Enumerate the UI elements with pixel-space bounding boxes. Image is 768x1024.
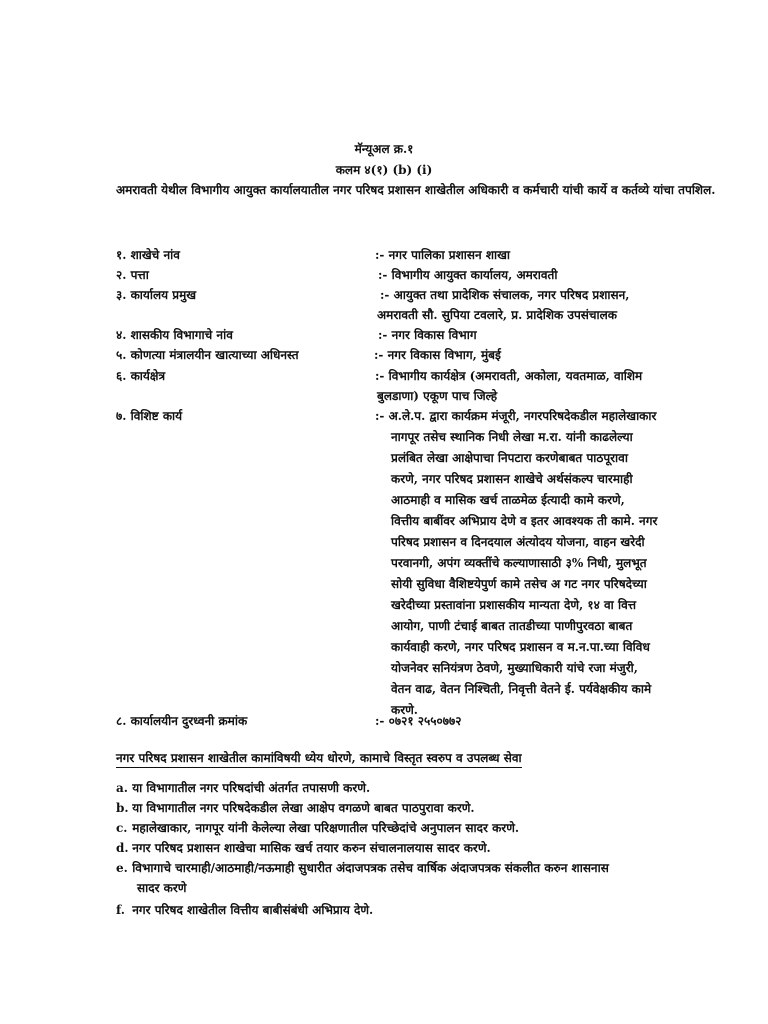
row-value-continuation: कार्यवाही करणे, नगर परिषद प्रशासन व म.न.पा.च्या विविध — [391, 640, 650, 654]
row-value: :- अ.ले.प. द्वारा कार्यक्रम मंजूरी, नगरपरिषदेकडील महालेखाकार — [375, 409, 657, 423]
row-label: ४. शासकीय विभागाचे नांव — [116, 328, 233, 342]
row-value-continuation: प्रलंबित लेखा आक्षेपाचा निपटारा करणेबाबत पाठपूरावा — [391, 451, 628, 465]
row-value-continuation: खरेदीच्या प्रस्तावांना प्रशासकीय मान्यता देणे, १४ वा वित्त — [391, 598, 637, 612]
row-value: :- आयुक्त तथा प्रादेशिक संचालक, नगर परिषद प्रशासन, — [380, 288, 630, 302]
list-item: f. नगर परिषद शाखेतील वित्तीय बाबीसंबंधी अभिप्राय देणे. — [116, 903, 374, 917]
row-value: :- विभागीय आयुक्त कार्यालय, अमरावती — [378, 268, 558, 282]
row-value-continuation: वित्तीय बाबींवर अभिप्राय देणे व इतर आवश्यक ती कामे. नगर — [391, 514, 658, 528]
row-value: :- नगर विकास विभाग, मुंबई — [374, 348, 501, 362]
section-reference: कलम ४(१) (b) (i) — [335, 163, 433, 177]
row-value-continuation: सोयी सुविधा वैशिष्टयेपुर्ण कामे तसेच अ गट नगर परिषदेच्या — [391, 577, 647, 591]
row-value-continuation: करणे, नगर परिषद प्रशासन शाखेचे अर्थसंकल्प चारमाही — [391, 472, 633, 486]
list-item-continuation: सादर करणे — [137, 881, 187, 895]
row-value-continuation: आयोग, पाणी टंचाई बाबत तातडीच्या पाणीपुरवठा बाबत — [391, 619, 633, 633]
row-value: :- नगर पालिका प्रशासन शाखा — [375, 248, 511, 262]
row-label: ३. कार्यालय प्रमुख — [116, 288, 197, 302]
row-label: २. पत्ता — [116, 268, 149, 282]
section-title: नगर परिषद प्रशासन शाखेतील कामांविषयी ध्येय धोरणे, कामाचे विस्तृत स्वरुप व उपलब्ध सेवा — [116, 749, 522, 768]
row-value-continuation: नागपूर तसेच स्थानिक निधी लेखा म.रा. यांनी काढलेल्या — [391, 430, 633, 444]
row-value-continuation: वेतन वाढ, वेतन निश्चिती, निवृत्ती वेतने ई. पर्यवेक्षकीय कामे — [391, 682, 652, 696]
row-value-continuation: बुलडाणा) एकूण पाच जिल्हे — [377, 389, 498, 403]
row-label: ७. विशिष्ट कार्य — [116, 409, 183, 423]
list-item: e. विभागाचे चारमाही/आठमाही/नऊमाही सुधारीत अंदाजपत्रक तसेच वार्षिक अंदाजपत्रक संकलीत करुन शासनास — [116, 861, 609, 875]
row-value-continuation: योजनेवर सनियंत्रण ठेवणे, मुख्याधिकारी यांचे रजा मंजुरी, — [391, 661, 638, 675]
manual-number: मॅन्यूअल क्र.१ — [354, 142, 414, 156]
row-value-continuation: करणे. — [391, 703, 418, 717]
list-item: d. नगर परिषद प्रशासन शाखेचा मासिक खर्च तयार करुन संचालनालयास सादर करणे. — [116, 841, 491, 855]
row-value-continuation: परिषद प्रशासन व दिनदयाल अंत्योदय योजना, वाहन खरेदी — [391, 535, 645, 549]
list-item: c. महालेखाकार, नागपूर यांनी केलेल्या लेखा परिक्षणातील परिच्छेदांचे अनुपालन सादर करणे. — [116, 821, 520, 835]
row-label: ६. कार्यक्षेत्र — [116, 369, 166, 383]
row-label: ८. कार्यालयीन दुरध्वनी क्रमांक — [116, 714, 248, 728]
row-value: :- ०७२१ २५५०७७२ — [375, 714, 462, 728]
list-item: b. या विभागातील नगर परिषदेकडील लेखा आक्षेप वगळणे बाबत पाठपुरावा करणे. — [116, 801, 475, 815]
intro-paragraph: अमरावती येथील विभागीय आयुक्त कार्यालयातील नगर परिषद प्रशासन शाखेतील अधिकारी व कर्मचारी यांची कार्ये व कर्तव्ये यांचा तपशिल. — [116, 183, 716, 197]
row-value: :- विभागीय कार्यक्षेत्र (अमरावती, अकोला, यवतमाळ, वाशिम — [375, 369, 643, 383]
row-label: ५. कोणत्या मंत्रालयीन खात्याच्या अधिनस्त — [116, 348, 299, 362]
row-label: १. शाखेचे नांव — [116, 248, 180, 262]
row-value-continuation: आठमाही व मासिक खर्च ताळमेळ ईत्यादी कामे करणे, — [391, 493, 625, 507]
row-value: :- नगर विकास विभाग — [378, 328, 477, 342]
list-item: a. या विभागातील नगर परिषदांची अंतर्गत तपासणी करणे. — [116, 781, 371, 795]
row-value-continuation: परवानगी, अपंग व्यक्तींचे कल्याणासाठी ३% निधी, मुलभूत — [391, 556, 647, 570]
row-value-continuation: अमरावती सौ. सुपिया टवलारे, प्र. प्रादेशिक उपसंचालक — [377, 308, 617, 322]
